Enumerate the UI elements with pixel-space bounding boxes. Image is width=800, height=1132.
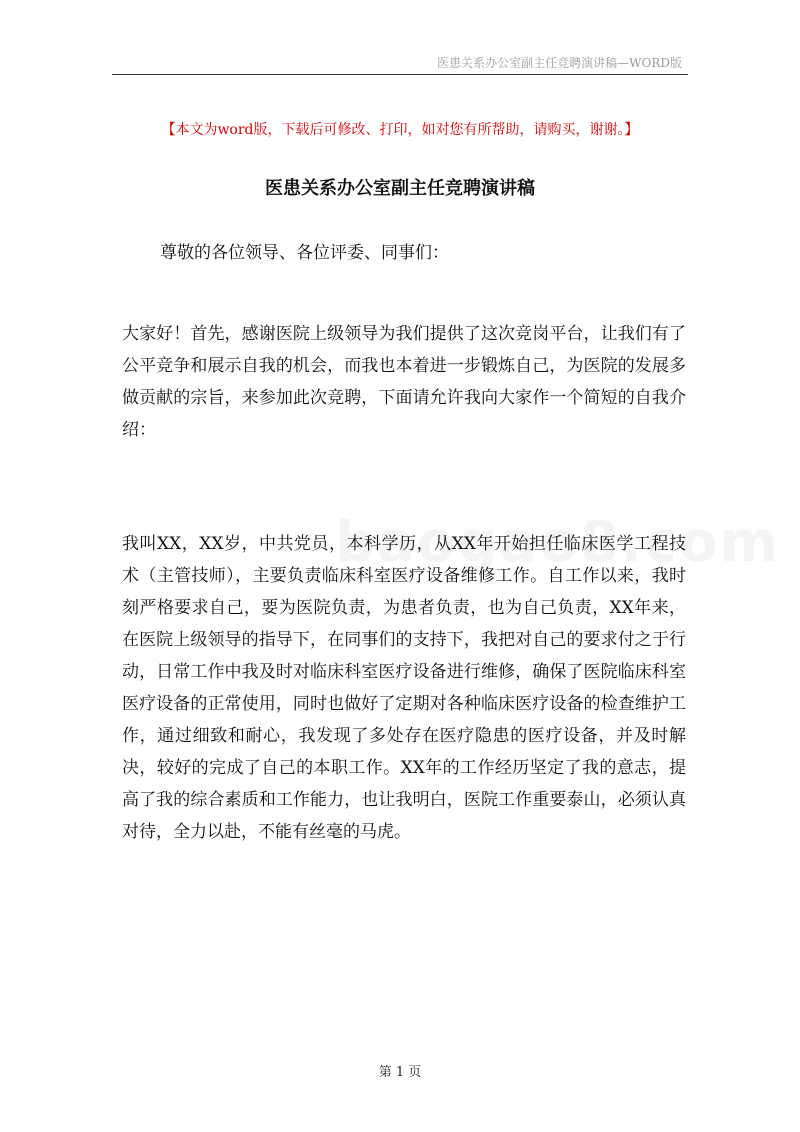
- header-divider: [112, 74, 688, 75]
- paragraph-intro: 大家好！首先，感谢医院上级领导为我们提供了这次竞岗平台，让我们有了公平竞争和展示自我的机会，而我也本着进一步锻炼自己，为医院的发展多做贡献的宗旨，来参加此次竞聘，下面请允许我向大家作一个简短的自我介绍：: [122, 324, 686, 440]
- document-title: 医患关系办公室副主任竞聘演讲稿: [265, 178, 535, 199]
- paragraph-self-introduction: 我叫XX，XX岁，中共党员，本科学历，从XX年开始担任临床医学工程技术（主管技师），主要负责临床科室医疗设备维修工作。自工作以来，我时刻严格要求自己，要为医院负责，为患者负责，也为自己负责，XX年来，在医院上级领导的指导下，在同事们的支持下，我把对自己的要求付之于行动，日常工作中我及时对临床科室医疗设备进行维修，确保了医院临床科室医疗设备的正常使用，同时也做好了定期对各种临床医疗设备的检查维护工作，通过细致和耐心，我发现了多处存在医疗隐患的医疗设备，并及时解决，较好的完成了自己的本职工作。XX年的工作经历坚定了我的意志，提高了我的综合素质和工作能力，也让我明白，医院工作重要泰山，必须认真对待，全力以赴，不能有丝毫的马虎。: [122, 534, 686, 842]
- salutation: 尊敬的各位领导、各位评委、同事们：: [160, 243, 449, 263]
- running-header: 医患关系办公室副主任竞聘演讲稿—WORD版: [437, 56, 682, 70]
- download-notice: 【本文为word版，下载后可修改、打印，如对您有所帮助，请购买，谢谢。】: [161, 122, 639, 138]
- page-number: 第 1 页: [378, 1065, 422, 1080]
- watermark: [335, 510, 780, 575]
